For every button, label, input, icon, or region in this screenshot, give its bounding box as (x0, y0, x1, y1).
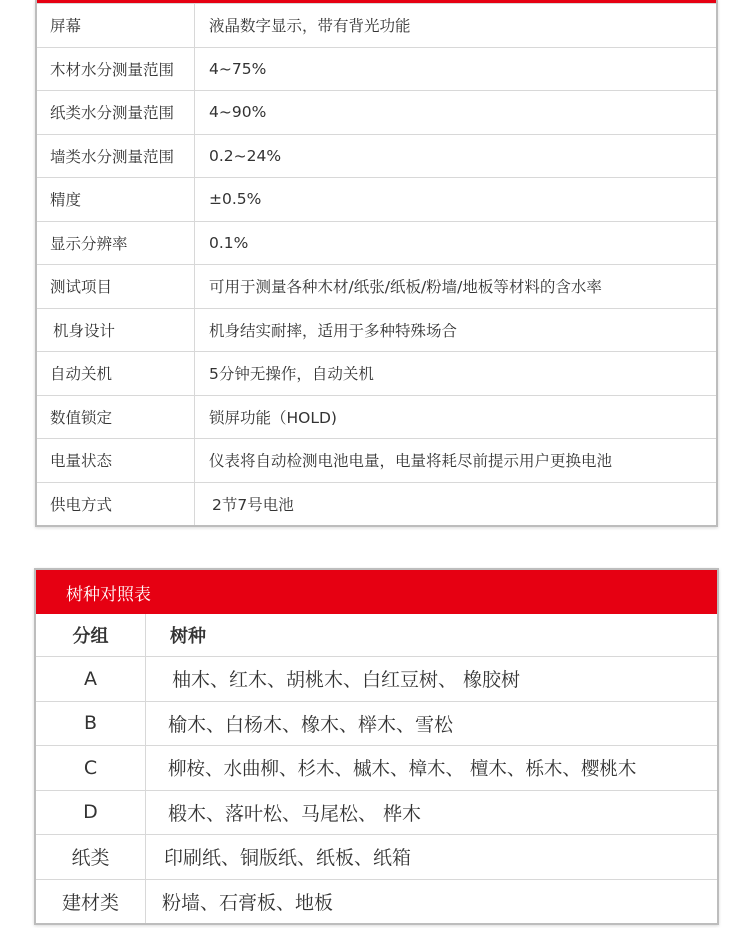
spec-value: 0.2~24% (209, 146, 282, 165)
tree-species-cell: 粉墙、石膏板、地板 (162, 891, 334, 914)
spec-label: 木材水分测量范围 (37, 48, 195, 91)
spec-value: 5分钟无操作，自动关机 (209, 365, 374, 384)
spec-row-battery-status (37, 438, 716, 482)
spec-label: 机身设计 (37, 309, 195, 352)
spec-row-accuracy (37, 177, 716, 221)
tree-row-c (36, 746, 717, 791)
spec-label: 电量状态 (37, 439, 195, 482)
tree-row-b (36, 702, 717, 747)
spec-label: 精度 (37, 178, 195, 221)
tree-group-cell: B (36, 702, 146, 746)
tree-species-cell: 榆木、白杨木、橡木、榉木、雪松 (168, 713, 454, 736)
spec-value: 2节7号电池 (212, 495, 294, 514)
spec-label: 纸类水分测量范围 (37, 91, 195, 134)
spec-value: 可用于测量各种木材/纸张/纸板/粉墙/地板等材料的含水率 (209, 278, 602, 297)
tree-group-cell: D (36, 791, 146, 835)
spec-row-paper-range (37, 90, 716, 134)
spec-value: 锁屏功能（HOLD) (209, 408, 337, 427)
spec-table (35, 0, 718, 527)
tree-group-cell: 纸类 (36, 835, 146, 879)
tree-species-cell: 椴木、落叶松、马尾松、 桦木 (168, 802, 422, 825)
spec-value: ±0.5% (209, 190, 262, 209)
spec-row-wood-range (37, 47, 716, 91)
spec-label: 屏幕 (37, 4, 195, 47)
spec-value: 0.1% (209, 233, 249, 252)
tree-species-cell: 柚木、红木、胡桃木、白红豆树、 橡胶树 (172, 669, 521, 692)
spec-label: 自动关机 (37, 352, 195, 395)
tree-group-cell: 建材类 (36, 880, 146, 924)
spec-value: 4~75% (209, 59, 267, 78)
tree-species-table (34, 568, 719, 925)
tree-group-cell: C (36, 746, 146, 790)
spec-label: 数值锁定 (37, 396, 195, 439)
spec-label: 供电方式 (37, 483, 195, 526)
tree-header-group: 分组 (36, 614, 146, 656)
spec-row-auto-off (37, 351, 716, 395)
spec-row-resolution (37, 221, 716, 265)
tree-species-cell: 印刷纸、铜版纸、纸板、纸箱 (164, 847, 412, 870)
spec-label: 显示分辨率 (37, 222, 195, 265)
spec-row-wall-range (37, 134, 716, 178)
spec-row-body-design (37, 308, 716, 352)
spec-value: 液晶数字显示，带有背光功能 (209, 17, 411, 36)
spec-row-screen (37, 3, 716, 47)
spec-value: 仪表将自动检测电池电量，电量将耗尽前提示用户更换电池 (209, 452, 613, 471)
tree-group-cell: A (36, 657, 146, 701)
tree-table-title: 树种对照表 (36, 570, 717, 614)
tree-species-cell: 柳桉、水曲柳、杉木、槭木、樟木、 檀木、栎木、樱桃木 (168, 758, 637, 780)
spec-row-test-items (37, 264, 716, 308)
spec-value: 机身结实耐摔，适用于多种特殊场合 (209, 321, 458, 340)
tree-row-d (36, 791, 717, 836)
tree-header-species: 树种 (170, 626, 206, 647)
spec-row-value-lock (37, 395, 716, 439)
spec-label: 墙类水分测量范围 (37, 135, 195, 178)
spec-value: 4~90% (209, 103, 267, 122)
spec-label: 测试项目 (37, 265, 195, 308)
tree-row-paper (36, 835, 717, 880)
tree-row-building-materials (36, 880, 717, 924)
spec-row-power-supply (37, 482, 716, 526)
tree-row-a (36, 657, 717, 702)
tree-table-header (36, 614, 717, 657)
